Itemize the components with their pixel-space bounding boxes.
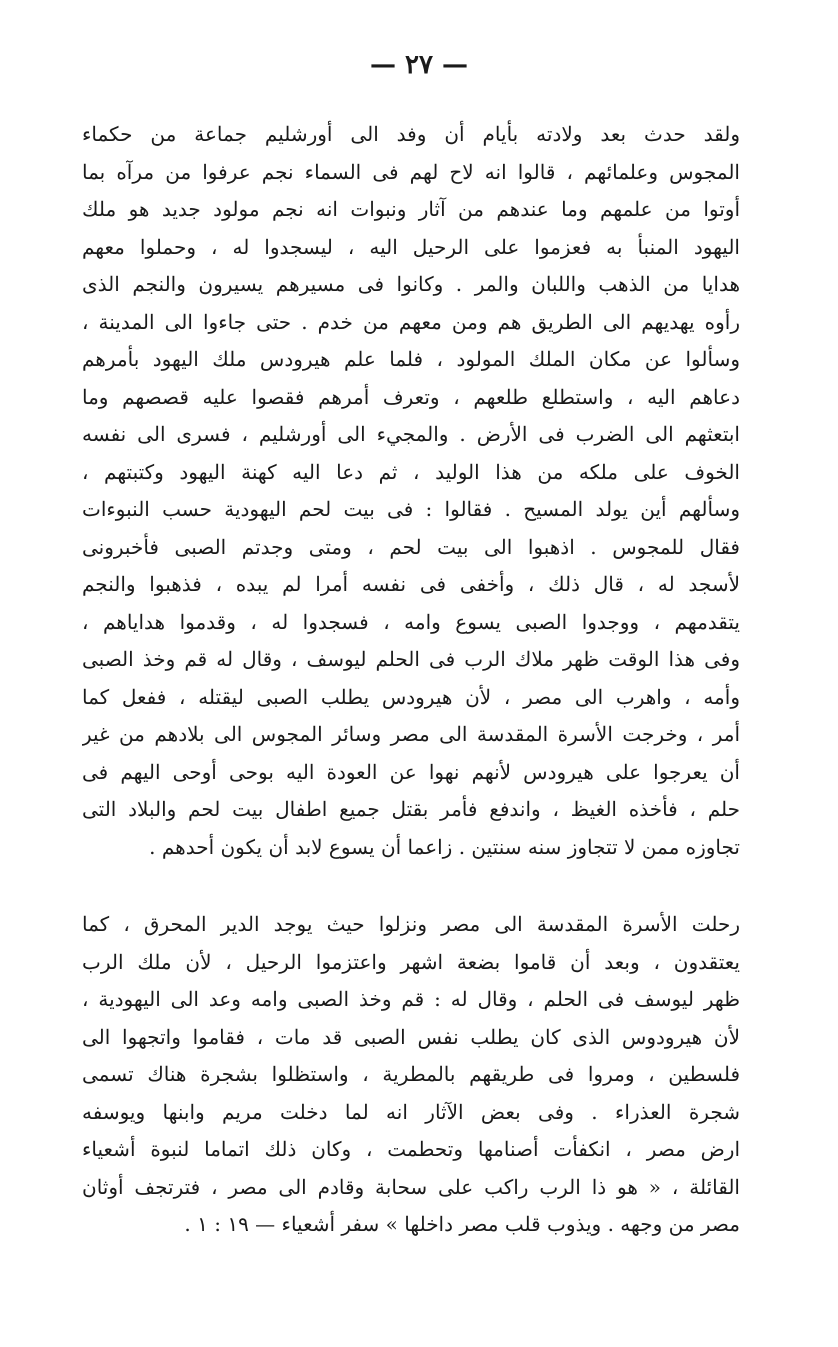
text-line: فلسطين ، ومروا فى طريقهم بالمطرية ، واستظلوا بشجرة هناك تسمى [82, 1062, 740, 1086]
text-line: حلم ، فأخذه الغيظ ، واندفع فأمر بقتل جميع اطفال بيت لحم والبلاد التى [82, 797, 740, 821]
text-line: دعاهم اليه ، واستطلع طلعهم ، وتعرف أمرهم فقصوا عليه قصصهم وما [82, 384, 740, 409]
text-line: ابتعثهم الى الضرب فى الأرض . والمجيء الى أورشليم ، فسرى الى نفسه [82, 422, 740, 446]
text-line: الخوف على ملكه من هذا الوليد ، ثم دعا اليه كهنة اليهود وكتبتهم ، [82, 459, 740, 484]
paragraph-magi-visit [82, 116, 740, 866]
text-line: يتقدمهم ، ووجدوا الصبى يسوع وامه ، فسجدوا له ، وقدموا هداياهم ، [82, 609, 740, 634]
text-line: هدايا من الذهب واللبان والمر . وكانوا فى مسيرهم يسيرون والنجم الذى [82, 272, 740, 296]
page-number: — ٢٧ — [369, 50, 469, 80]
text-line: وفى هذا الوقت ظهر ملاك الرب فى الحلم ليوسف ، وقال له قم وخذ الصبى [82, 647, 740, 671]
text-line: وأمه ، واهرب الى مصر ، لأن هيرودس يطلب الصبى ليقتله ، ففعل كما [82, 684, 740, 709]
text-line: رحلت الأسرة المقدسة الى مصر ونزلوا حيث يوجد الدير المحرق ، كما [82, 912, 740, 936]
text-line: المجوس وعلمائهم ، قالوا انه لاح لهم فى السماء نجم عرفوا من مرآه بما [82, 159, 740, 184]
text-line: مصر من وجهه . ويذوب قلب مصر داخلها » سفر أشعياء — ١٩ : ١ . [184, 1212, 740, 1236]
text-line: اليهود المنبأ به فعزموا على الرحيل اليه ، ليسجدوا له ، وحملوا معهم [82, 234, 740, 259]
text-line: رأوه يهديهم الى الطريق هم ومن معهم من خدم . حتى جاءوا الى المدينة ، [82, 309, 740, 334]
text-line: لأن هيرودوس الذى كان يطلب نفس الصبى قد مات ، فقاموا واتجهوا الى [82, 1024, 740, 1049]
text-line: أن يعرجوا على هيرودس لأنهم نهوا عن العودة اليه بوحى أوحى اليهم فى [82, 759, 740, 784]
text-line: ظهر ليوسف فى الحلم ، وقال له : قم وخذ الصبى وامه وعد الى اليهودية ، [82, 987, 740, 1011]
text-line: القائلة ، « هو ذا الرب راكب على سحابة وقادم الى مصر ، فترتجف أوثان [82, 1174, 740, 1199]
text-line: ولقد حدث بعد ولادته بأيام أن وفد الى أورشليم جماعة من حكماء [82, 122, 740, 146]
text-line: لأسجد له ، قال ذلك ، وأخفى فى نفسه أمرا لم يبده ، فذهبوا والنجم [82, 572, 740, 596]
text-line: تجاوزه ممن لا تتجاوز سنه سنتين . زاعما أن يسوع لابد أن يكون أحدهم . [149, 834, 740, 859]
text-line: ارض مصر ، انكفأت أصنامها وتحطمت ، وكان ذلك اتماما لنبوة أشعياء [82, 1137, 740, 1161]
paragraph-flight-to-egypt [82, 906, 740, 1244]
text-line: شجرة العذراء . وفى بعض الآثار انه لما دخلت مريم وابنها ويوسفه [82, 1099, 740, 1124]
text-line: وسألهم أين يولد المسيح . فقالوا : فى بيت لحم اليهودية حسب النبوءات [82, 497, 740, 521]
text-line: أوتوا من علمهم وما عندهم من آثار ونبوات انه نجم مولود جديد هو ملك [82, 197, 740, 221]
text-line: فقال للمجوس . اذهبوا الى بيت لحم ، ومتى وجدتم الصبى فأخبرونى [82, 534, 740, 559]
text-line: يعتقدون ، وبعد أن قاموا بضعة اشهر واعتزموا الرحيل ، لأن ملك الرب [82, 949, 740, 974]
text-line: وسألوا عن مكان الملك المولود ، فلما علم هيرودس ملك اليهود بأمرهم [82, 347, 740, 371]
text-line: أمر ، وخرجت الأسرة المقدسة الى مصر وسائر المجوس الى بلادهم من غير [82, 722, 740, 746]
